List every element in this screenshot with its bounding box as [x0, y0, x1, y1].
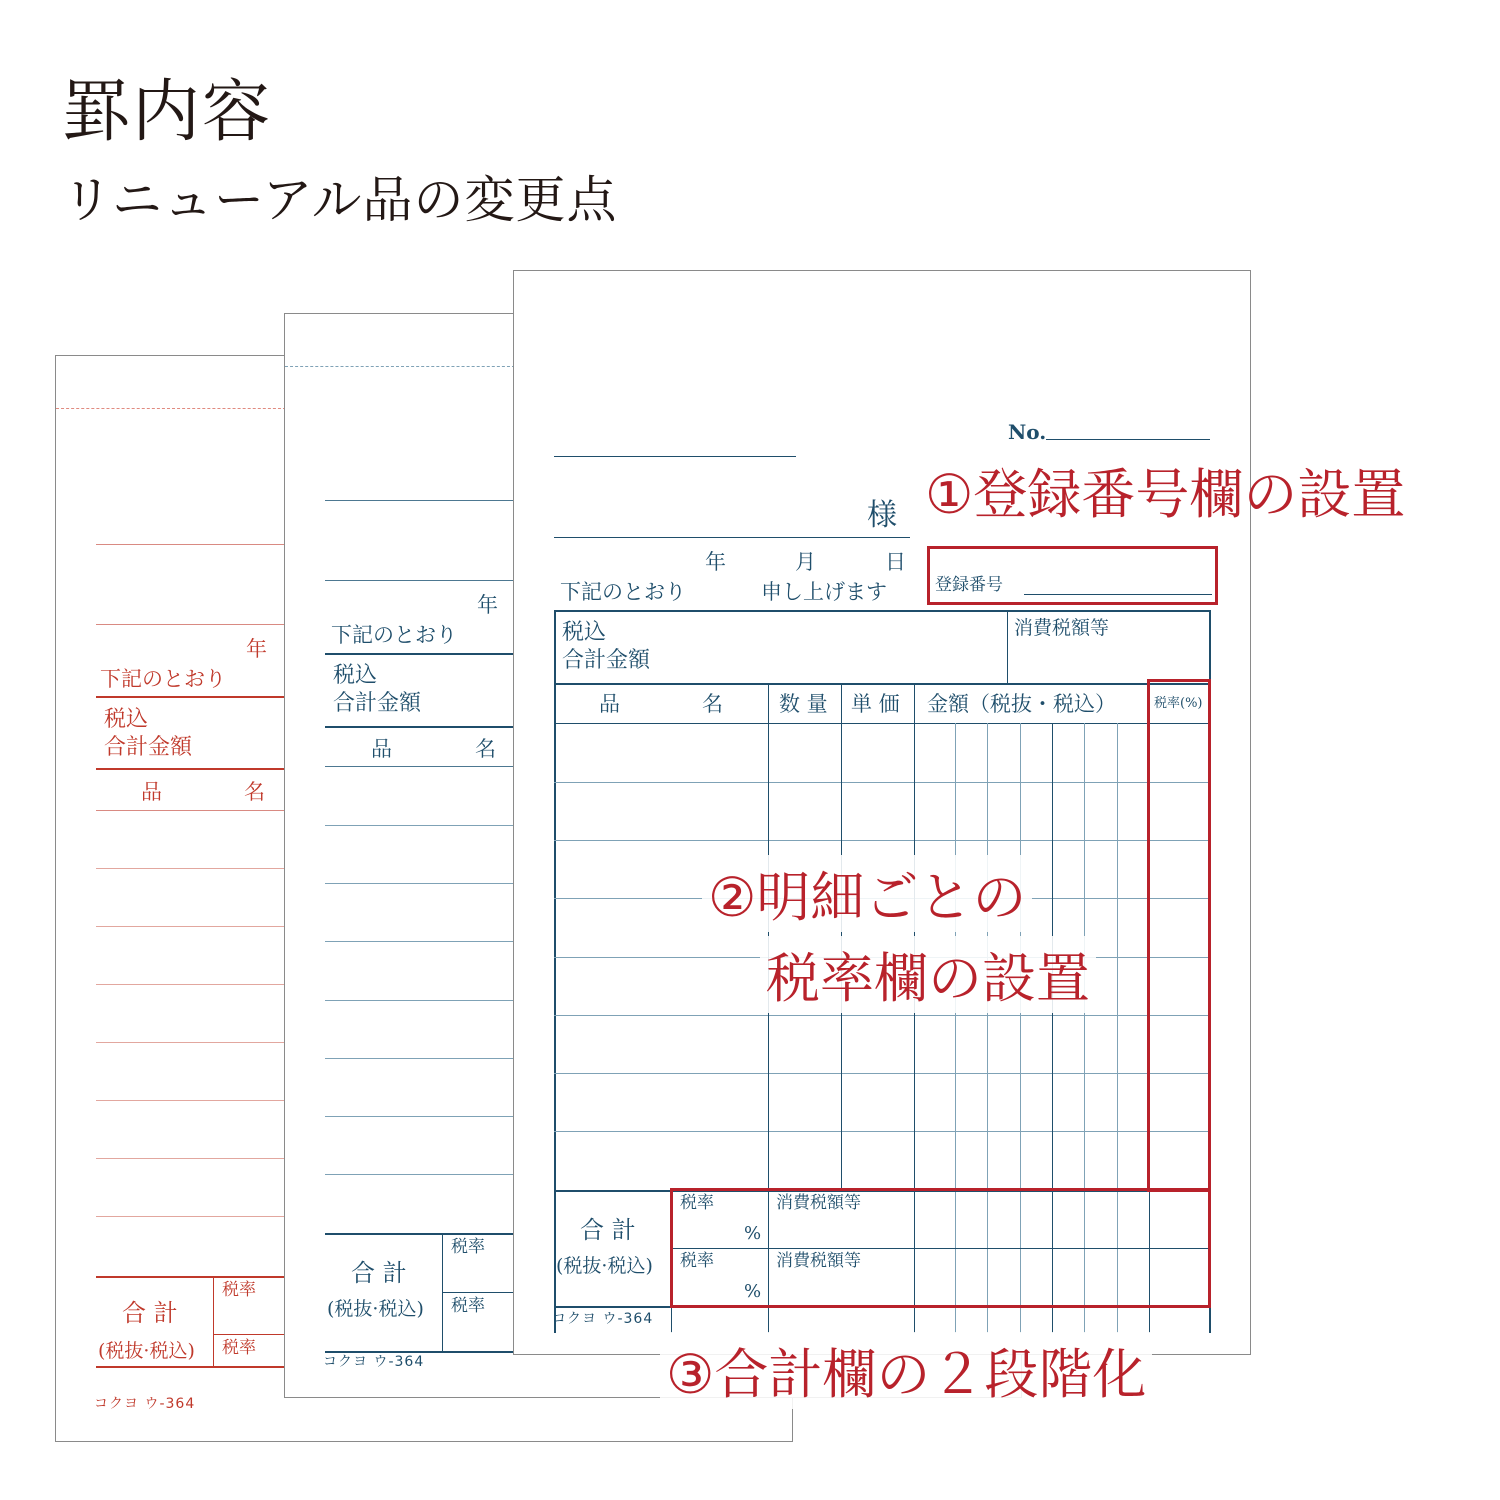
two-tier-total-highlight	[670, 1188, 1211, 1308]
tax-rate-label: 税率	[451, 1237, 485, 1257]
kaki-label: 下記のとおり	[331, 623, 457, 647]
product-code: コクヨ ウ-364	[94, 1396, 196, 1412]
perforation-line	[285, 366, 515, 367]
item-name-header: 品	[141, 780, 162, 804]
callout-two-tier-total: ③合計欄の２段階化	[660, 1332, 1152, 1409]
year-label: 年	[477, 593, 498, 617]
addressee-line	[554, 456, 796, 457]
month-label: 月	[795, 550, 816, 574]
item-name-header: 品	[371, 737, 392, 761]
item-name-header: 品	[599, 692, 620, 716]
registration-number-highlight	[927, 546, 1218, 605]
page-title: 罫内容	[62, 73, 273, 152]
year-label: 年	[705, 550, 726, 574]
consumption-tax-label: 消費税額等	[1014, 617, 1110, 639]
tax-rate-label: 税率	[680, 1193, 714, 1213]
callout-tax-rate-line2: 税率欄の設置	[760, 936, 1096, 1013]
kaki-label: 下記のとおり	[560, 580, 686, 604]
middle-form-sheet: 年 下記のとおり 税込 合計金額 品 名 合 計 (税抜·税込) 税率 税率 コクヨ ウ-364	[284, 313, 1022, 1398]
tax-rate-label: 税率	[222, 1280, 256, 1300]
total-amount-label: 合計金額	[333, 691, 422, 716]
tax-rate-percent-header: 税率(%)	[1154, 696, 1203, 711]
day-label: 日	[885, 550, 906, 574]
zeikomi-label: 税込	[562, 620, 607, 645]
sama-label: 様	[867, 498, 897, 533]
old-form-sheet: 年 下記のとおり 税込 合計金額 品 名 合 計 (税抜·税込) 税率 税率 コクヨ ウ-364	[55, 355, 793, 1442]
perforation-line	[56, 408, 286, 409]
callout-tax-rate-line1: ②明細ごとの	[702, 855, 1032, 932]
moushiage-label: 申し上げます	[761, 580, 887, 604]
quantity-header: 数 量	[779, 692, 828, 716]
amount-header: 金額（税抜・税込）	[927, 692, 1116, 716]
zeikomi-label: 税込	[104, 707, 149, 732]
total-label: 合 計	[351, 1259, 407, 1287]
total-amount-label: 合計金額	[104, 735, 193, 760]
zeikomi-label: 税込	[333, 663, 378, 688]
number-label: No.	[1008, 420, 1047, 444]
total-label: 合 計	[122, 1299, 178, 1327]
product-code: コクヨ ウ-364	[552, 1311, 654, 1327]
kaki-label: 下記のとおり	[100, 667, 226, 691]
total-label: 合 計	[580, 1216, 636, 1244]
year-label: 年	[246, 637, 267, 661]
registration-number-label: 登録番号	[935, 575, 1003, 595]
tax-rate-column-highlight	[1147, 679, 1211, 1192]
product-code: コクヨ ウ-364	[323, 1354, 425, 1370]
total-amount-label: 合計金額	[562, 648, 651, 673]
callout-registration-number: ①登録番号欄の設置	[925, 463, 1406, 526]
unit-price-header: 単 価	[851, 692, 900, 716]
front-form-sheet: No. 様 年 月 日 下記のとおり 申し上げます 登録番号 税込 合計金額 消費税額等 品 名 数 量 単 価 金額（税抜・税込） 税率(%) 合 計 (税抜·税込) 税率 % 消費税額等 税率 % 消費税額等 コクヨ ウ-364	[513, 270, 1251, 1355]
page-subtitle: リニューアル品の変更点	[62, 171, 618, 229]
